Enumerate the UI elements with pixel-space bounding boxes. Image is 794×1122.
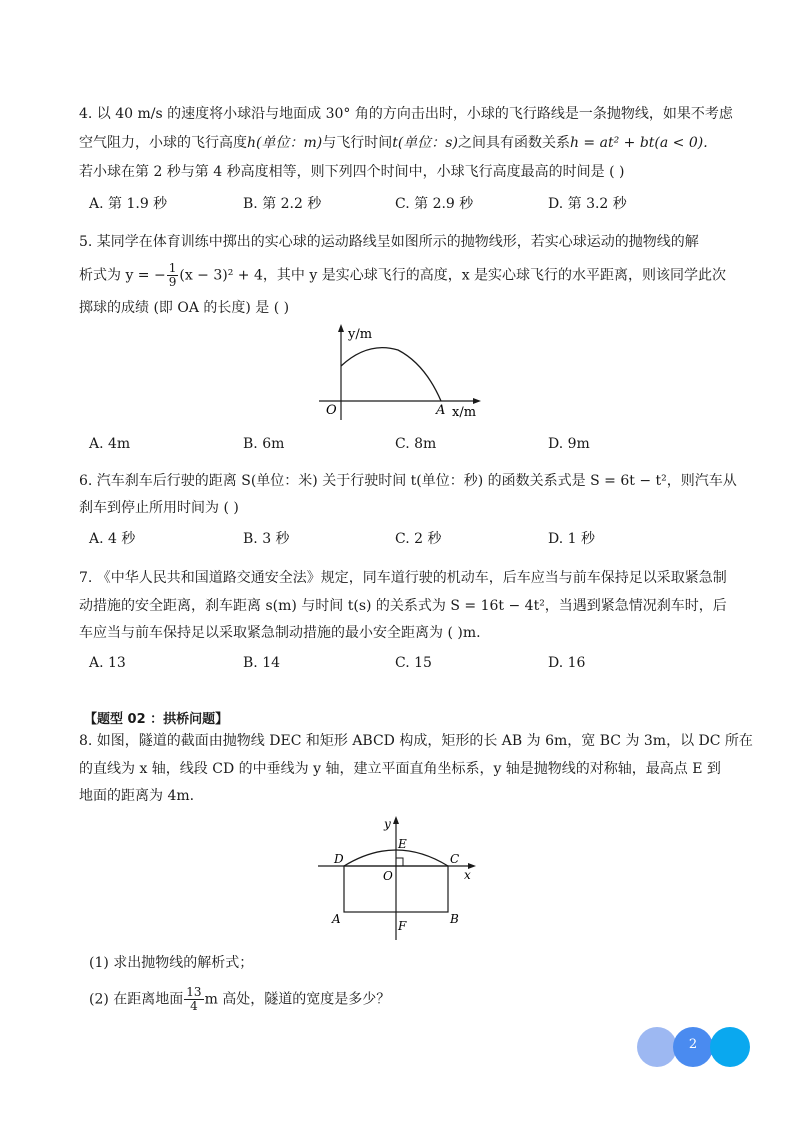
q8-fraction: [184, 986, 203, 1013]
q4-option-a[interactable]: A. 第 1.9 秒: [89, 196, 168, 212]
q6-option-d[interactable]: D. 1 秒: [548, 531, 595, 547]
q6-line-1: 6. 汽车刹车后行驶的距离 S(单位：米) 关于行驶时间 t(单位：秒) 的函数关系式是 S = 6t − t²，则汽车从: [79, 473, 737, 489]
q8-label-c: C: [450, 852, 460, 866]
q6-option-b[interactable]: B. 3 秒: [243, 531, 290, 547]
q8-sub-2-b: m 高处，隧道的宽度是多少？: [204, 991, 391, 1008]
q8-label-o: O: [383, 869, 393, 883]
q8-label-b: B: [450, 912, 459, 926]
q7-line-3: 车应当与前车保持足以采取紧急制动措施的最小安全距离为 ( )m.: [79, 625, 481, 641]
q6-option-a[interactable]: A. 4 秒: [89, 531, 136, 547]
q8-label-f: F: [398, 919, 407, 933]
q6-line-2: 刹车到停止所用时间为 ( ): [79, 500, 239, 516]
q7-option-d[interactable]: D. 16: [548, 655, 586, 671]
q5-frac-num: 1: [168, 261, 177, 275]
q8-sub-1: (1) 求出抛物线的解析式；: [89, 955, 254, 971]
q4-option-c[interactable]: C. 第 2.9 秒: [395, 196, 474, 212]
q5-option-d[interactable]: D. 9m: [548, 436, 590, 452]
q4-option-b[interactable]: B. 第 2.2 秒: [243, 196, 322, 212]
q8-label-a: A: [332, 912, 341, 926]
q5-line-1: 5. 某同学在体育训练中掷出的实心球的运动路线呈如图所示的抛物线形，若实心球运动的抛物线的解: [79, 234, 699, 250]
q4-line-2: [79, 133, 708, 153]
page-circle-right: [710, 1027, 750, 1067]
q5-option-a[interactable]: A. 4m: [89, 436, 131, 452]
q5-line-2: [79, 262, 726, 289]
q8-sub-2: [89, 986, 390, 1013]
q7-option-b[interactable]: B. 14: [243, 655, 281, 671]
q5-x-arrow: [473, 398, 481, 404]
page-number: 2: [688, 1037, 698, 1052]
q5-y-arrow: [338, 324, 344, 332]
q7-option-a[interactable]: A. 13: [89, 655, 126, 671]
q5-point-a-label: A: [436, 403, 446, 418]
q7-option-c[interactable]: C. 15: [395, 655, 432, 671]
q4-line-3: 若小球在第 2 秒与第 4 秒高度相等，则下列四个时间中，小球飞行高度最高的时间是 ( ): [79, 164, 625, 180]
section-heading: 【题型 02 ：拱桥问题】: [84, 712, 229, 727]
q8-label-y: y: [384, 817, 391, 831]
q5-fraction: [167, 262, 179, 289]
q8-line-2: 的直线为 x 轴，线段 CD 的中垂线为 y 轴，建立平面直角坐标系，y 轴是抛物线的对称轴，最高点 E 到: [79, 761, 721, 777]
q4-text-a: 空气阻力，小球的飞行高度: [79, 135, 247, 151]
q5-text-b: (x − 3)² + 4，其中 y 是实心球飞行的高度，x 是实心球飞行的水平距离，则该同学此次: [179, 267, 727, 284]
q5-option-c[interactable]: C. 8m: [395, 436, 437, 452]
q8-figure: [310, 812, 485, 944]
q7-line-1: 7. 《中华人民共和国道路交通安全法》规定，同车道行驶的机动车，后车应当与前车保持足以采取紧急制: [79, 570, 727, 586]
q5-origin-label: O: [326, 403, 337, 418]
q4-formula: h = at² + bt(a < 0).: [569, 135, 708, 151]
q8-sub-2-a: (2) 在距离地面: [89, 991, 184, 1008]
q5-y-label: y/m: [348, 327, 373, 342]
q8-frac-den: 4: [190, 999, 198, 1013]
q5-frac-den: 9: [168, 275, 177, 289]
q5-option-b[interactable]: B. 6m: [243, 436, 285, 452]
q7-line-2: 动措施的安全距离，刹车距离 s(m) 与时间 t(s) 的关系式为 S = 16t − 4t²，当遇到紧急情况刹车时，后: [79, 598, 727, 614]
q6-option-c[interactable]: C. 2 秒: [395, 531, 442, 547]
q8-line-3: 地面的距离为 4m.: [79, 788, 195, 804]
q5-figure: [315, 322, 485, 422]
q8-label-d: D: [334, 852, 344, 866]
q8-y-arrow: [393, 816, 399, 824]
q5-parabola: [341, 348, 441, 401]
q4-option-d[interactable]: D. 第 3.2 秒: [548, 196, 627, 212]
q4-text-h: h(单位：m): [247, 135, 323, 151]
q8-label-e: E: [398, 837, 407, 851]
q5-x-label: x/m: [452, 405, 477, 420]
q4-text-t: t(单位：s): [392, 135, 458, 151]
q8-frac-num: 13: [186, 985, 202, 999]
q4-line-1: 4. 以 40 m/s 的速度将小球沿与地面成 30° 角的方向击出时，小球的飞行路线是一条抛物线，如果不考虑: [79, 106, 733, 122]
q4-text-e: 之间具有函数关系: [457, 135, 570, 151]
q5-line-3: 掷球的成绩 (即 OA 的长度) 是 ( ): [79, 300, 290, 316]
q4-text-c: 与飞行时间: [322, 135, 393, 151]
q8-right-angle-mark: [396, 858, 403, 866]
q5-text-a: 析式为 y = −: [79, 267, 166, 284]
page-circle-left: [637, 1027, 677, 1067]
q8-label-x: x: [464, 868, 471, 882]
q8-line-1: 8. 如图，隧道的截面由抛物线 DEC 和矩形 ABCD 构成，矩形的长 AB 为 6m，宽 BC 为 3m，以 DC 所在: [79, 733, 753, 749]
